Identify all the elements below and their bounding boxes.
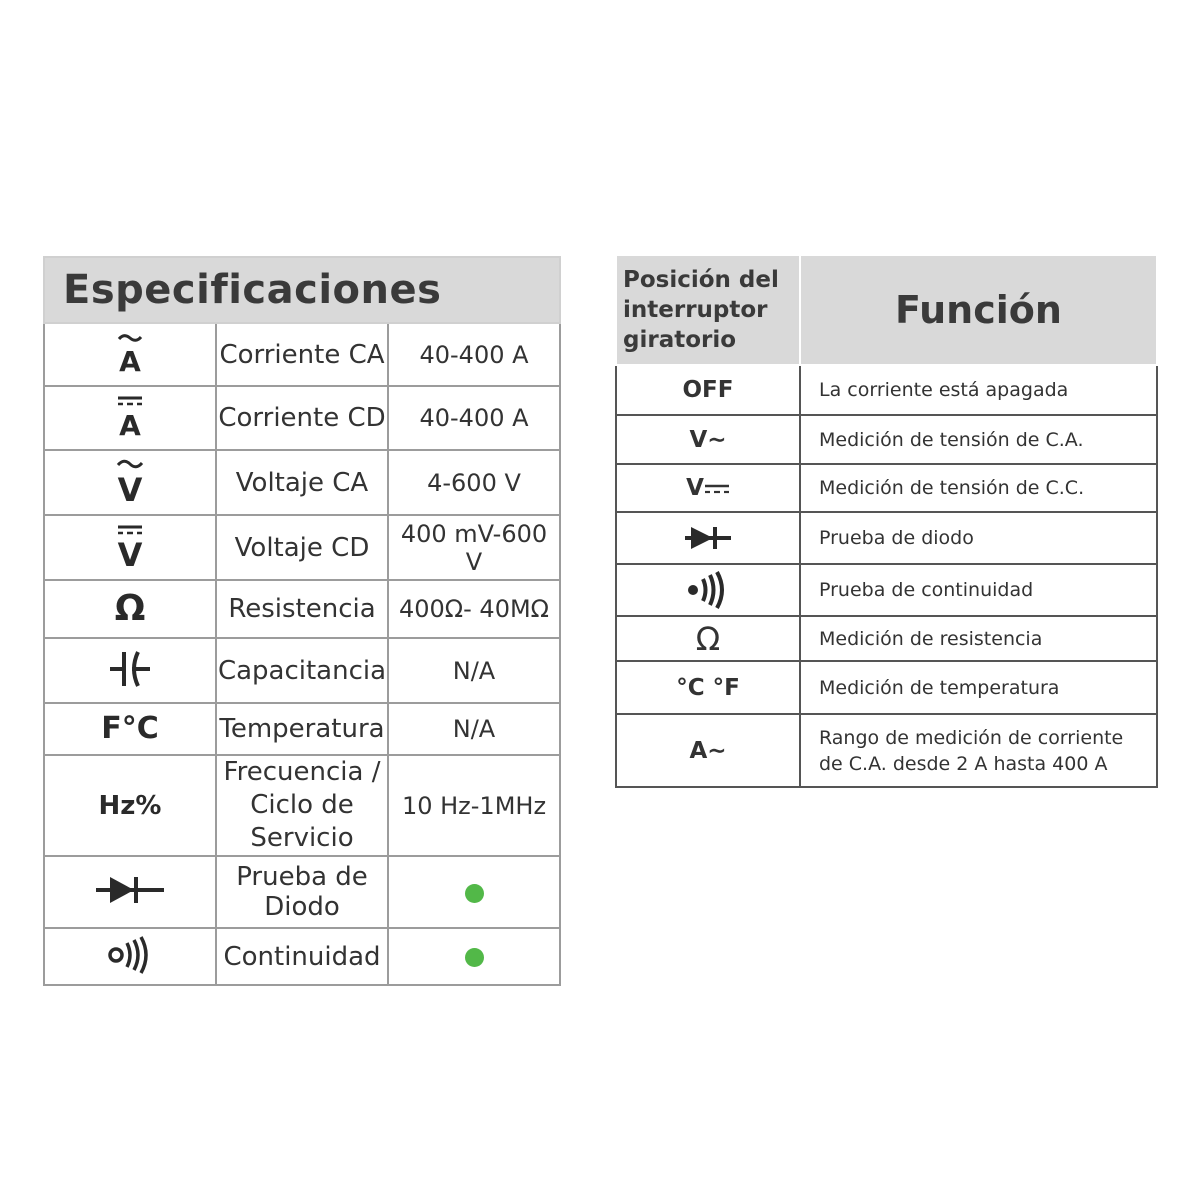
function-row [616,616,1157,661]
function-header: Función [800,255,1157,365]
spec-value: 400 mV-600 V [388,515,560,580]
function-row [616,415,1157,464]
available-indicator-dot [465,884,484,903]
spec-name: Voltaje CD [216,515,388,580]
capacitor-icon [44,638,216,703]
spec-row [44,515,560,580]
spec-row [44,386,560,450]
dc-voltage-position-label [616,464,800,512]
spec-value: 40-400 A [388,323,560,386]
svg-text:A: A [119,409,141,439]
spec-row [44,638,560,703]
temperature-icon: F°C [44,703,216,755]
dc-voltage-icon [44,515,216,580]
function-description-line: Rango de medición de corriente [819,726,1124,749]
spec-row [44,755,560,856]
spec-value: 4-600 V [388,450,560,515]
off-position-label: OFF [616,365,800,415]
spec-name: Prueba de Diodo [216,856,388,928]
function-description: Medición de tensión de C.A. [800,415,1157,464]
functions-header-row [616,255,1157,365]
function-description: Prueba de continuidad [800,564,1157,616]
function-row [616,464,1157,512]
svg-text:V: V [117,535,143,570]
ac-current-position-label: A∼ [616,714,800,787]
svg-text:A: A [119,344,141,375]
spec-row [44,928,560,985]
spec-name [216,755,388,856]
function-description: Medición de temperatura [800,661,1157,714]
spec-row [44,450,560,515]
specifications-header-row [44,257,560,323]
frequency-duty-icon: Hz% [44,755,216,856]
spec-row [44,856,560,928]
specifications-title: Especificaciones [44,257,560,323]
spec-name: Corriente CA [216,323,388,386]
function-description: La corriente está apagada [800,365,1157,415]
spec-value: N/A [388,703,560,755]
spec-value [388,928,560,985]
temperature-position-label: °C °F [616,661,800,714]
spec-name: Capacitancia [216,638,388,703]
dc-lines-icon [704,482,730,496]
function-description: Prueba de diodo [800,512,1157,564]
continuity-icon [616,564,800,616]
available-indicator-dot [465,948,484,967]
spec-name-line: Ciclo de Servicio [250,790,354,853]
spec-name: Temperatura [216,703,388,755]
svg-text:V: V [117,470,143,505]
ac-voltage-icon [44,450,216,515]
spec-row [44,323,560,386]
diode-icon [616,512,800,564]
function-row [616,661,1157,714]
function-description-line: de C.A. desde 2 A hasta 400 A [819,752,1108,775]
function-row [616,365,1157,415]
function-description [800,714,1157,787]
switch-position-header: Posición del interruptor giratorio [616,255,800,365]
dc-voltage-symbol: V [686,475,704,501]
dc-current-icon [44,386,216,450]
diode-icon [44,856,216,928]
spec-value [388,856,560,928]
spec-name: Continuidad [216,928,388,985]
function-description: Medición de resistencia [800,616,1157,661]
ohm-icon: Ω [44,580,216,638]
spec-name: Resistencia [216,580,388,638]
continuity-icon [44,928,216,985]
spec-value: N/A [388,638,560,703]
ohm-position-label: Ω [616,616,800,661]
ac-current-icon [44,323,216,386]
spec-row [44,580,560,638]
specifications-table [43,256,561,986]
spec-name: Corriente CD [216,386,388,450]
ac-voltage-position-label: V∼ [616,415,800,464]
spec-value: 10 Hz-1MHz [388,755,560,856]
function-row [616,512,1157,564]
spec-value: 400Ω- 40MΩ [388,580,560,638]
spec-row [44,703,560,755]
function-row [616,564,1157,616]
rotary-switch-functions-table [615,254,1158,788]
spec-value: 40-400 A [388,386,560,450]
function-description: Medición de tensión de C.C. [800,464,1157,512]
spec-name: Voltaje CA [216,450,388,515]
spec-name-line: Frecuencia / [223,757,381,787]
function-row [616,714,1157,787]
